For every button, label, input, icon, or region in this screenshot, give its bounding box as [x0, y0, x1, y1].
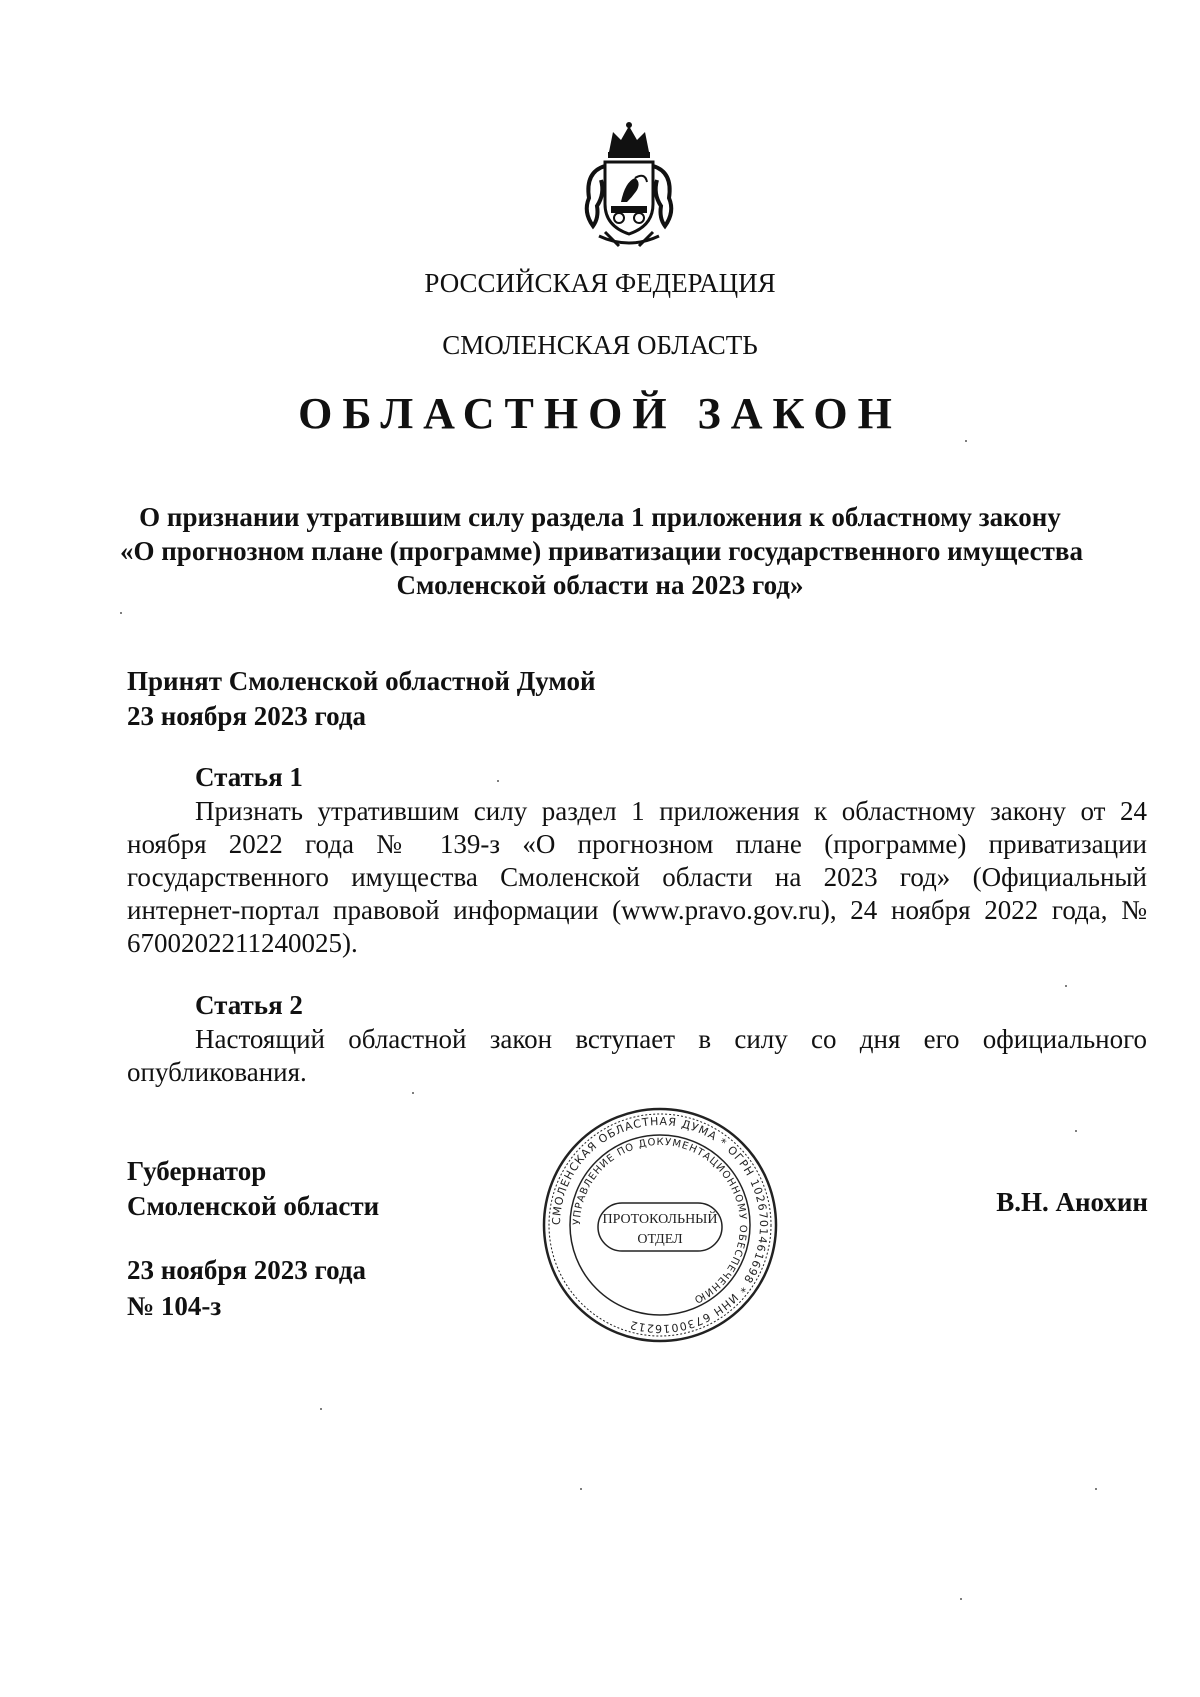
signatory-position-line: Губернатор: [127, 1156, 267, 1186]
law-number: № 104-з: [127, 1291, 222, 1321]
signatory-position-line: Смоленской области: [127, 1191, 380, 1221]
signatory-position: [127, 1154, 379, 1224]
seal-outer-text: СМОЛЕНСКАЯ ОБЛАСТНАЯ ДУМА * ОГРН 1026701461698 * ИНН 6730016212: [549, 1114, 771, 1336]
signing-date: 23 ноября 2023 года: [127, 1255, 366, 1285]
signatory-name: В.Н. Анохин: [996, 1187, 1148, 1217]
signing-details: [127, 1252, 366, 1324]
article-1-text: Признать утратившим силу раздел 1 приложения к областному закону от 24 ноября 2022 года № 139-з «О прогнозном плане (программе) приватизации государственного имущества Смоленской области на 2023 год» (Официальный интернет-портал правовой информации (www.pravo.gov.ru), 24 ноября 2022 года, № 6700202211240025).: [127, 796, 1147, 958]
seal-center-line: ОТДЕЛ: [637, 1232, 683, 1247]
coat-of-arms-icon: [575, 122, 683, 250]
scan-speck: [120, 612, 122, 614]
adoption-note: [127, 664, 596, 734]
law-title-line: О признании утратившим силу раздела 1 приложения к областному закону: [139, 502, 1061, 532]
adoption-date: 23 ноября 2023 года: [127, 701, 366, 731]
scan-speck: [965, 440, 967, 442]
adoption-body: Принят Смоленской областной Думой: [127, 666, 596, 696]
scan-speck: [960, 1598, 962, 1600]
law-title-line: Смоленской области на 2023 год»: [396, 570, 804, 600]
scan-speck: [1075, 1130, 1077, 1132]
article-2-text: Настоящий областной закон вступает в силу со дня его официального опубликования.: [127, 1024, 1147, 1087]
scan-speck: [320, 1408, 322, 1410]
scan-speck: [1095, 1488, 1097, 1490]
region-name: СМОЛЕНСКАЯ ОБЛАСТЬ: [442, 330, 758, 360]
scan-speck: [497, 780, 499, 782]
article-1-heading: Статья 1: [195, 762, 303, 792]
article-2-heading: Статья 2: [195, 990, 303, 1020]
official-seal-icon: [540, 1105, 780, 1345]
scan-speck: [580, 1488, 582, 1490]
document-type-heading: ОБЛАСТНОЙ ЗАКОН: [298, 389, 902, 438]
law-title-line: «О прогнозном плане (программе) приватизации государственного имущества: [120, 536, 1083, 566]
seal-inner-text: УПРАВЛЕНИЕ ПО ДОКУМЕНТАЦИОННОМУ ОБЕСПЕЧЕНИЮ: [571, 1136, 749, 1306]
seal-center-line: ПРОТОКОЛЬНЫЙ: [602, 1212, 718, 1227]
country-name: РОССИЙСКАЯ ФЕДЕРАЦИЯ: [424, 268, 776, 298]
law-title: [120, 500, 1083, 602]
scan-speck: [1065, 985, 1067, 987]
scan-speck: [412, 1092, 414, 1094]
